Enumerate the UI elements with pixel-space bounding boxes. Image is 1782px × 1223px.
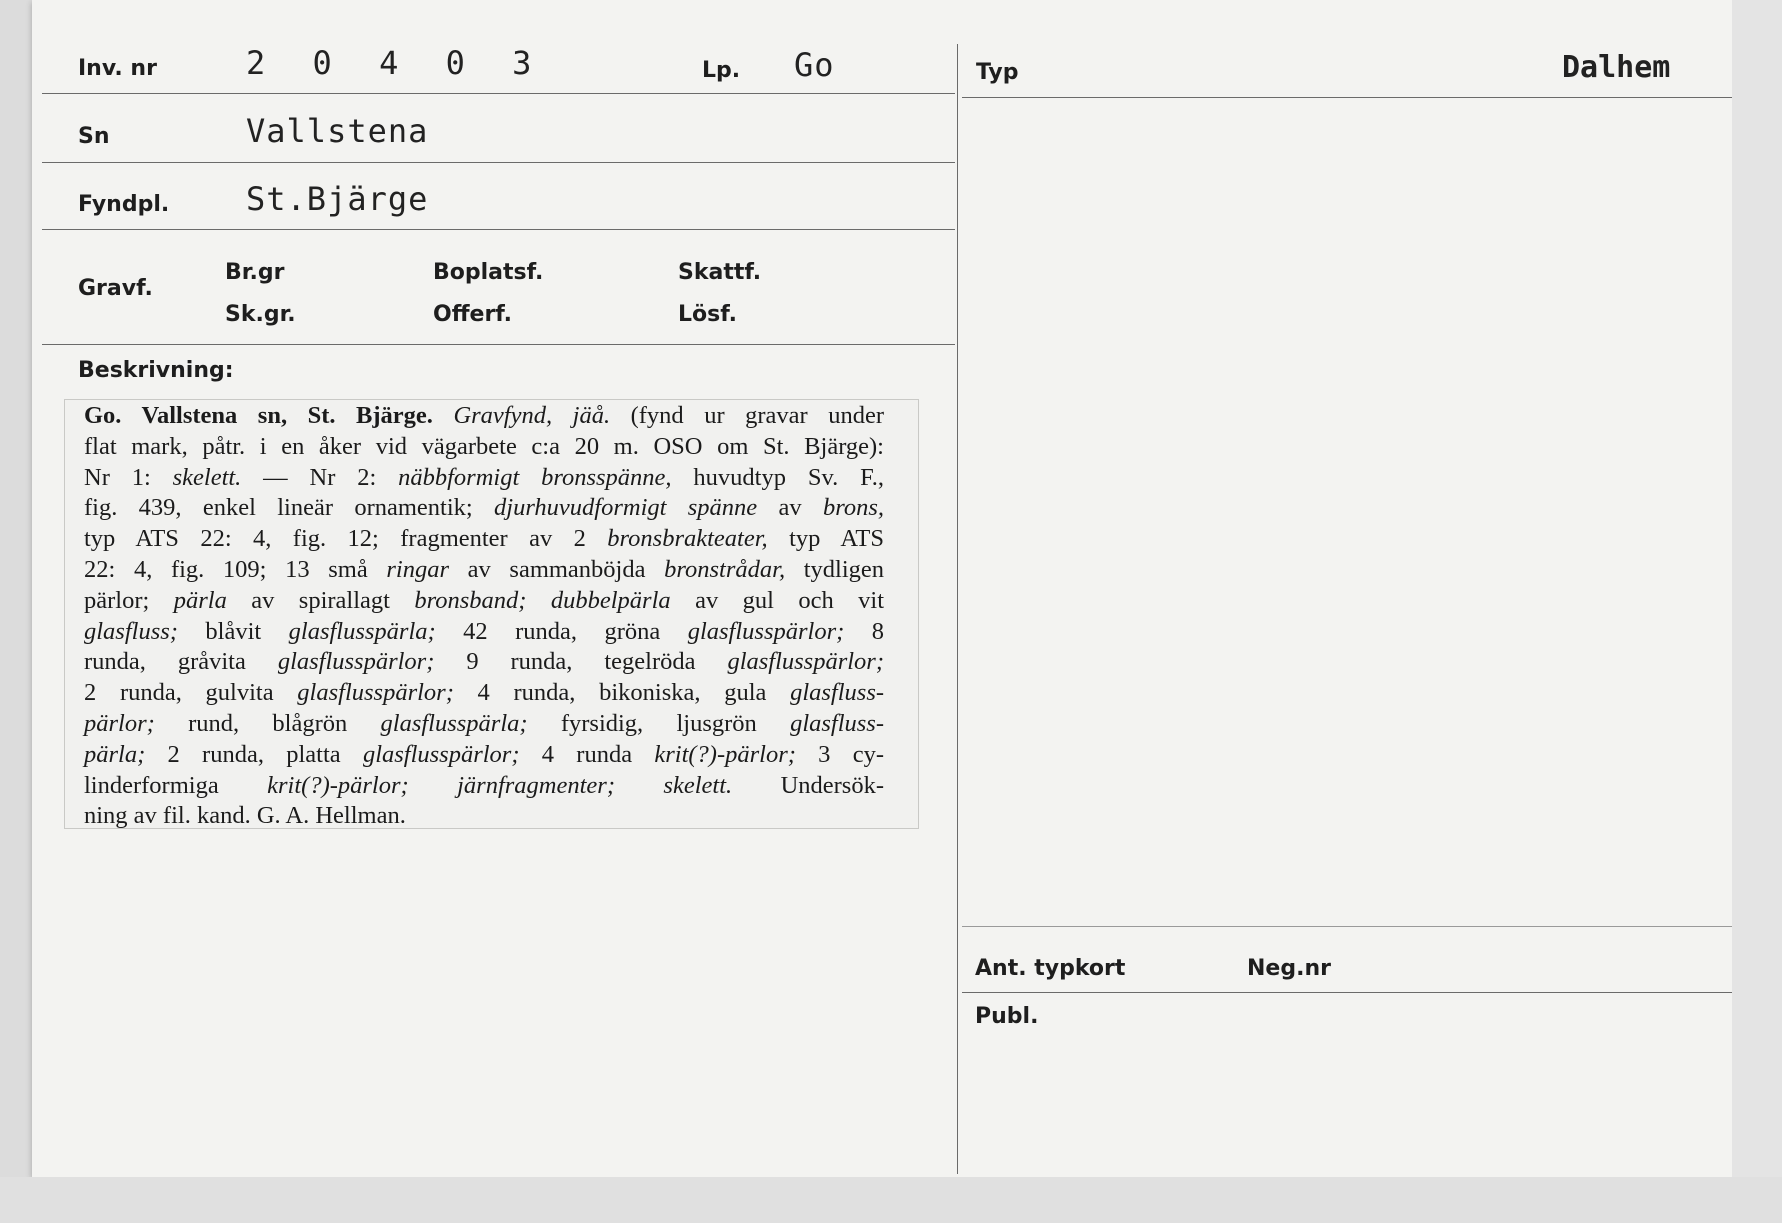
description-run: fig. 439, enkel lineär ornamentik; — [84, 494, 495, 522]
description-run: ning av fil. kand. G. A. Hellman. — [84, 802, 406, 830]
fyndpl-value: St.Bjärge — [246, 180, 429, 218]
description-line — [84, 647, 884, 678]
description-run: 4 runda, bikoniska, gula — [453, 679, 791, 707]
ant-typkort-label: Ant. typkort — [975, 956, 1126, 981]
description-run: 2 runda, gulvita — [84, 679, 298, 707]
scan-edge-right — [1732, 0, 1782, 1223]
typ-label: Typ — [976, 60, 1019, 85]
description-run: djurhuvudformigt spänne — [494, 494, 758, 522]
description-run: glasflusspärlor; — [687, 617, 845, 645]
description-line — [84, 432, 884, 463]
description-run: typ ATS — [767, 525, 884, 553]
description-run: glasfluss; — [84, 617, 178, 645]
description-run: av gul och vit — [670, 586, 885, 614]
rule-typ — [962, 97, 1732, 98]
description-run: brons, — [822, 494, 884, 522]
description-run: 2 runda, platta — [145, 740, 363, 768]
inv-nr-label: Inv. nr — [78, 56, 157, 81]
description-run: skelett. — [172, 463, 242, 491]
description-line — [84, 617, 884, 648]
rule-sn — [42, 162, 955, 163]
description-run: runda, gråvita — [84, 648, 278, 676]
description-run: 42 runda, gröna — [435, 617, 688, 645]
column-divider — [957, 44, 958, 1174]
description-run — [433, 402, 454, 429]
losf-label: Lösf. — [678, 302, 737, 327]
description-run: glasfluss- — [790, 709, 884, 737]
rule-inv — [42, 93, 955, 94]
description-run: glasflusspärla; — [288, 617, 436, 645]
description-run: pärla — [173, 586, 227, 614]
scan-edge-bottom — [0, 1177, 1782, 1223]
description-line — [84, 555, 884, 586]
description-run: 3 cy- — [795, 740, 884, 768]
offerf-label: Offerf. — [433, 302, 513, 327]
description-run: (fynd ur gravar under — [610, 402, 885, 429]
beskrivning-label: Beskrivning: — [78, 358, 234, 383]
description-run: pärlor; — [84, 586, 174, 614]
typ-value: Dalhem — [1562, 50, 1671, 85]
description-run: glasflusspärlor; — [297, 679, 454, 707]
description-run: Nr 1: — [84, 463, 173, 491]
neg-nr-label: Neg.nr — [1247, 956, 1331, 981]
description-run: krit(?)-pärlor; järnfragmenter; skelett. — [267, 771, 733, 799]
description-run: näbbformigt bronsspänne, — [398, 463, 672, 491]
rule-neg — [962, 992, 1732, 993]
description-line — [84, 740, 884, 771]
description-run: bronstrådar, — [664, 555, 786, 583]
boplatsf-label: Boplatsf. — [433, 260, 544, 285]
description-run: pärla; — [84, 740, 146, 768]
description-run: 4 runda — [519, 740, 655, 768]
description-run: glasflusspärlor; — [277, 648, 435, 676]
description-run: bronsbrakteater, — [607, 525, 768, 553]
rule-gravf — [42, 344, 955, 345]
description-line — [84, 463, 884, 494]
rule-ant — [962, 926, 1732, 927]
description-run: ringar — [386, 555, 450, 583]
description-run: av sammanböjda — [449, 555, 665, 583]
description-run: fyrsidig, ljusgrön — [527, 709, 791, 737]
description-line — [84, 709, 884, 740]
description-run: huvudtyp Sv. F., — [671, 463, 884, 491]
description-run: flat mark, påtr. i en åker vid vägarbete c:a 20 m. OSO om St. Bjärge): — [84, 432, 884, 460]
description-line — [84, 586, 884, 617]
fyndpl-label: Fyndpl. — [78, 192, 170, 217]
description-run: 8 — [844, 617, 884, 645]
description-heading: Go. Vallstena sn, St. Bjärge. — [84, 402, 433, 429]
description-run: bronsband; dubbelpärla — [414, 586, 671, 614]
gravf-label: Gravf. — [78, 276, 153, 301]
brgr-label: Br.gr — [225, 260, 285, 285]
description-run: Undersök- — [732, 771, 884, 799]
description-line — [84, 524, 884, 555]
description-run: glasfluss- — [790, 679, 885, 707]
skattf-label: Skattf. — [678, 260, 762, 285]
description-text — [84, 401, 884, 832]
description-run: linderformiga — [84, 771, 268, 799]
rule-fyndpl — [42, 229, 955, 230]
description-run: 9 runda, tegelröda — [434, 648, 728, 676]
skgr-label: Sk.gr. — [225, 302, 296, 327]
description-run: glasflusspärla; — [380, 709, 528, 737]
description-line — [84, 401, 884, 432]
description-line — [84, 678, 884, 709]
sn-value: Vallstena — [246, 112, 429, 150]
description-run: glasflusspärlor; — [727, 648, 884, 676]
description-run: typ ATS 22: 4, fig. 12; fragmenter av 2 — [84, 525, 608, 553]
description-run: pärlor; — [84, 709, 155, 737]
description-run: av spirallagt — [226, 586, 415, 614]
description-run: rund, blågrön — [154, 709, 381, 737]
description-run: krit(?)-pärlor; — [654, 740, 796, 768]
description-line — [84, 771, 884, 802]
description-line — [84, 801, 884, 832]
lp-label: Lp. — [702, 58, 741, 83]
lp-value: Go — [794, 46, 835, 84]
description-run: — Nr 2: — [241, 463, 399, 491]
description-run: glasflusspärlor; — [362, 740, 520, 768]
description-run: tydligen — [785, 555, 885, 583]
inv-nr-value: 2 0 4 0 3 — [246, 44, 546, 82]
publ-label: Publ. — [975, 1004, 1039, 1029]
description-run: 22: 4, fig. 109; 13 små — [84, 555, 387, 583]
description-run: blåvit — [177, 617, 289, 645]
description-run: Gravfynd, jäå. — [453, 402, 611, 429]
sn-label: Sn — [78, 124, 110, 149]
description-line — [84, 493, 884, 524]
description-run: av — [757, 494, 823, 522]
